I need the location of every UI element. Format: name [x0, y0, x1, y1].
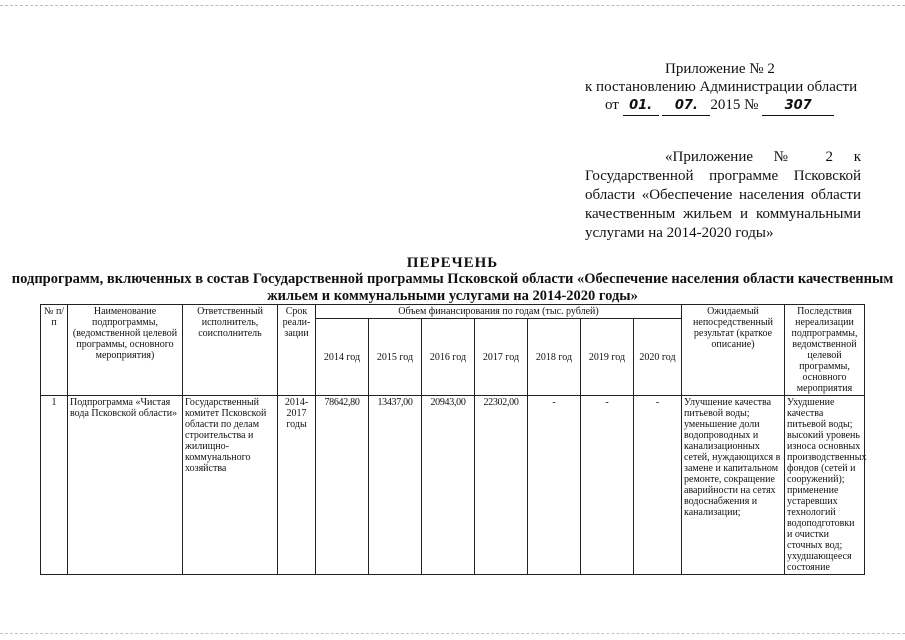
subprograms-table — [40, 304, 865, 575]
header-num: № п/п — [41, 305, 68, 396]
header-year: 2015 год — [369, 319, 422, 396]
scan-bottom-edge — [0, 633, 905, 634]
row-value-2014: 78642,80 — [316, 396, 369, 575]
table-row — [41, 396, 865, 575]
row-value-2020: - — [634, 396, 682, 575]
handwritten-month: 07. — [662, 97, 710, 116]
table-header-row — [41, 305, 865, 319]
scan-top-edge — [0, 0, 905, 10]
row-result: Улучшение качества питьевой воды; уменьшение доли водопроводных и канализационных сетей, нуждающихся в замене и капитальном ремонте, сокращение аварийности на сетях водоснабжения и канализации; — [682, 396, 785, 575]
year-number-label: 2015 № — [710, 97, 759, 113]
header-year: 2017 год — [475, 319, 528, 396]
header-year: 2020 год — [634, 319, 682, 396]
row-num: 1 — [41, 396, 68, 575]
appendix-title: Приложение № 2 — [665, 61, 775, 77]
header-executor: Ответственный исполнитель, соисполнитель — [183, 305, 278, 396]
header-year: 2016 год — [422, 319, 475, 396]
header-year: 2019 год — [581, 319, 634, 396]
header-term: Срок реали-зации — [278, 305, 316, 396]
header-year: 2018 год — [528, 319, 581, 396]
program-appendix-note — [585, 148, 861, 243]
row-value-2015: 13437,00 — [369, 396, 422, 575]
document-subtitle: подпрограмм, включенных в состав Государственной программы Псковской области «Обеспечение населения области качественным жильем и коммунальными услугами на 2014-2020 годы» — [11, 271, 894, 304]
appendix-decree-line: к постановлению Администрации области — [585, 79, 858, 95]
appendix-header — [560, 60, 860, 116]
header-name: Наименование подпрограммы, (ведомственной целевой программы, основного мероприятия) — [68, 305, 183, 396]
document-title: ПЕРЕЧЕНЬ — [406, 255, 499, 271]
handwritten-number: 307 — [762, 97, 834, 116]
header-result: Ожидаемый непосредственный результат (краткое описание) — [682, 305, 785, 396]
handwritten-day: 01. — [623, 97, 659, 116]
row-value-2019: - — [581, 396, 634, 575]
row-consequences: Ухудшение качества питьевой воды; высокий уровень износа основных производственных фондов (сетей и сооружений); применение устаревших технологий водоподготовки и очистки сточных вод; ухудшающееся состояние — [785, 396, 865, 575]
header-year: 2014 год — [316, 319, 369, 396]
date-prefix: от — [605, 97, 619, 113]
header-consequences: Последствия нереализации подпрограммы, ведомственной целевой программы, основного мероприятия — [785, 305, 865, 396]
row-value-2016: 20943,00 — [422, 396, 475, 575]
row-name: Подпрограмма «Чистая вода Псковской области» — [68, 396, 183, 575]
row-term: 2014-2017 годы — [278, 396, 316, 575]
row-value-2018: - — [528, 396, 581, 575]
appendix-date-line — [560, 96, 860, 116]
row-executor: Государственный комитет Псковской области по делам строительства и жилищно-коммунального хозяйства — [183, 396, 278, 575]
program-appendix-text: «Приложение № 2 к Государственной программе Псковской области «Обеспечение населения области качественным жильем и коммунальными услугами на 2014-2020 годы» — [585, 149, 861, 241]
header-funding: Объем финансирования по годам (тыс. рублей) — [316, 305, 682, 319]
row-value-2017: 22302,00 — [475, 396, 528, 575]
